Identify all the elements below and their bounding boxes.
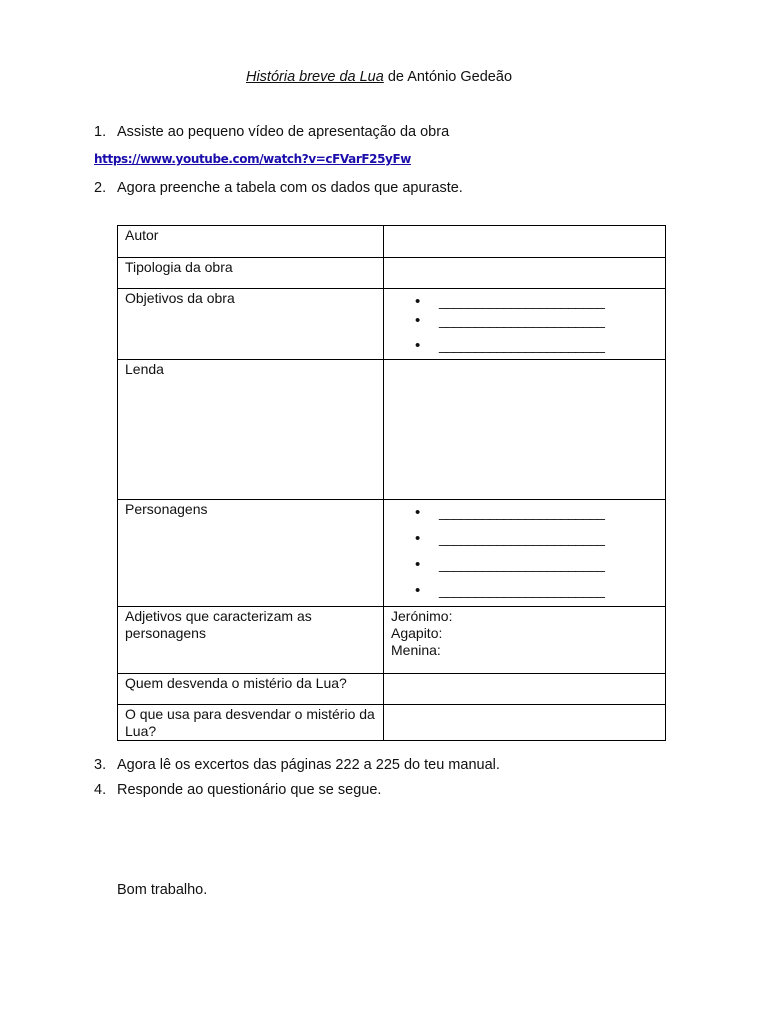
answer-cell[interactable]: [384, 258, 666, 289]
title-author: de António Gedeão: [383, 69, 513, 85]
character-line: Menina:: [391, 642, 441, 658]
table-row-o-que-usa: [118, 705, 666, 741]
video-link[interactable]: https://www.youtube.com/watch?v=cFVarF25yFw: [94, 152, 411, 166]
row-label: Objetivos da obra: [118, 289, 384, 360]
step-text: Responde ao questionário que se segue.: [117, 782, 382, 798]
answer-cell[interactable]: [384, 226, 666, 258]
table-row-lenda: [118, 360, 666, 500]
step-2: [94, 180, 463, 196]
row-label: Quem desvenda o mistério da Lua?: [118, 674, 384, 705]
title-work-name: História breve da Lua: [245, 69, 384, 85]
blank-item: • _______________________: [391, 292, 659, 311]
row-label: Tipologia da obra: [118, 258, 384, 289]
answer-cell[interactable]: [384, 500, 666, 607]
step-3: [94, 757, 500, 773]
row-label: Autor: [118, 226, 384, 258]
step-1: [94, 124, 449, 140]
table-row-adjetivos: [118, 607, 666, 674]
step-number: 2.: [94, 180, 107, 196]
document-title: [0, 69, 758, 85]
answer-cell[interactable]: [384, 607, 666, 674]
step-number: 3.: [94, 757, 107, 773]
step-text: Agora preenche a tabela com os dados que apuraste.: [117, 180, 463, 196]
row-label: Adjetivos que caracterizam as personagens: [118, 607, 384, 674]
blank-list: [391, 503, 659, 600]
worksheet-table: [117, 225, 666, 741]
character-line: Jerónimo:: [391, 608, 453, 624]
blank-item: • _______________________: [391, 529, 659, 548]
blank-item: • _______________________: [391, 503, 659, 522]
blank-item: • _______________________: [391, 581, 659, 600]
character-line: Agapito:: [391, 625, 443, 641]
table-row-autor: [118, 226, 666, 258]
step-number: 1.: [94, 124, 107, 140]
table-row-tipologia: [118, 258, 666, 289]
table-row-quem-desvenda: [118, 674, 666, 705]
step-4: [94, 782, 381, 798]
blank-item: • _______________________: [391, 336, 659, 355]
step-number: 4.: [94, 782, 107, 798]
step-text: Assiste ao pequeno vídeo de apresentação da obra: [117, 124, 450, 140]
step-text: Agora lê os excertos das páginas 222 a 225 do teu manual.: [117, 757, 500, 773]
blank-item: • _______________________: [391, 311, 659, 330]
blank-list: [391, 292, 659, 355]
closing-text: Bom trabalho.: [117, 882, 208, 898]
answer-cell[interactable]: [384, 360, 666, 500]
row-label: Lenda: [118, 360, 384, 500]
blank-item: • _______________________: [391, 555, 659, 574]
answer-cell[interactable]: [384, 705, 666, 741]
row-label: Personagens: [118, 500, 384, 607]
table-row-objetivos: [118, 289, 666, 360]
answer-cell[interactable]: [384, 674, 666, 705]
row-label: O que usa para desvendar o mistério da Lua?: [118, 705, 384, 741]
answer-cell[interactable]: [384, 289, 666, 360]
table-row-personagens: [118, 500, 666, 607]
